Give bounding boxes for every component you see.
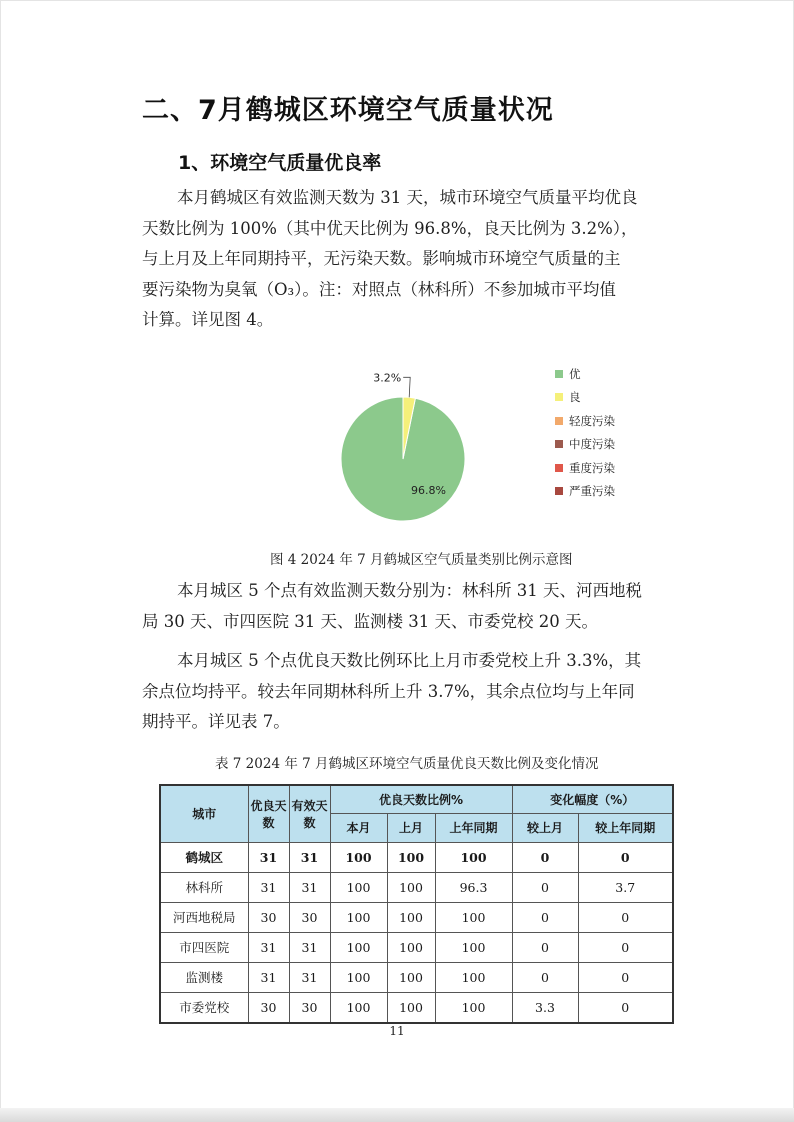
legend-item	[555, 456, 615, 480]
legend-label: 轻度污染	[569, 413, 615, 428]
table-cell: 30	[248, 992, 289, 1023]
header-city: 城市	[160, 785, 248, 842]
table-cell: 0	[512, 932, 578, 962]
table-cell: 100	[435, 962, 512, 992]
table-cell: 市四医院	[160, 932, 248, 962]
legend-swatch	[555, 487, 563, 495]
paragraph-summary	[142, 183, 682, 336]
legend-swatch	[555, 393, 563, 401]
header-vs-last-year: 较上年同期	[578, 813, 673, 842]
table-cell: 0	[512, 962, 578, 992]
subsection-title: 1、环境空气质量优良率	[178, 152, 382, 174]
table-cell: 100	[387, 872, 435, 902]
table-cell: 100	[330, 992, 387, 1023]
table-cell: 31	[289, 932, 330, 962]
legend-item	[555, 480, 615, 504]
header-valid-days: 有效天数	[289, 785, 330, 842]
header-good-days: 优良天数	[248, 785, 289, 842]
paragraph-line: 本月鹤城区有效监测天数为 31 天，城市环境空气质量平均优良	[177, 188, 638, 207]
paragraph-line: 天数比例为 100%（其中优天比例为 96.8%，良天比例为 3.2%），	[142, 218, 638, 238]
table-cell: 100	[387, 992, 435, 1023]
table-cell: 0	[512, 902, 578, 932]
paragraph-line: 余点位均持平。较去年同期林科所上升 3.7%，其余点位均与上年同	[142, 681, 635, 701]
table-row	[160, 872, 673, 902]
paragraph-line: 本月城区 5 个点优良天数比例环比上月市委党校上升 3.3%，其	[177, 651, 642, 670]
table-cell: 3.3	[512, 992, 578, 1023]
table-cell: 100	[387, 962, 435, 992]
legend-item	[555, 362, 615, 386]
pie-data-label: 96.8%	[411, 484, 446, 497]
paragraph-monitoring-days	[142, 576, 682, 637]
paragraph-line: 本月城区 5 个点有效监测天数分别为：林科所 31 天、河西地税	[177, 581, 642, 600]
table-cell: 100	[387, 842, 435, 872]
legend-item	[555, 386, 615, 410]
paragraph-line: 计算。详见图 4。	[142, 310, 274, 329]
header-vs-last-month: 较上月	[512, 813, 578, 842]
legend-label: 中度污染	[569, 437, 615, 452]
table-cell: 100	[435, 992, 512, 1023]
header-this-month: 本月	[330, 813, 387, 842]
legend-label: 重度污染	[569, 460, 615, 475]
chart-legend	[555, 362, 615, 503]
table-cell: 监测楼	[160, 962, 248, 992]
table-row	[160, 902, 673, 932]
table-cell: 0	[578, 962, 673, 992]
table-cell: 31	[289, 872, 330, 902]
legend-swatch	[555, 464, 563, 472]
table-cell: 市委党校	[160, 992, 248, 1023]
table-cell: 100	[330, 842, 387, 872]
page-number: 11	[389, 1024, 405, 1038]
table-cell: 100	[387, 932, 435, 962]
table-cell: 96.3	[435, 872, 512, 902]
table-cell: 100	[330, 902, 387, 932]
paragraph-line: 期持平。详见表 7。	[142, 712, 290, 731]
table-cell: 100	[330, 962, 387, 992]
table-cell: 鹤城区	[160, 842, 248, 872]
table-cell: 100	[330, 932, 387, 962]
table-caption: 表 7 2024 年 7 月鹤城区环境空气质量优良天数比例及变化情况	[215, 756, 599, 772]
table-row	[160, 842, 673, 872]
pie-data-label: 3.2%	[373, 371, 402, 385]
table-cell: 31	[289, 842, 330, 872]
header-change-group: 变化幅度（%）	[512, 785, 673, 813]
table-cell: 31	[248, 962, 289, 992]
table-cell: 30	[289, 992, 330, 1023]
table-cell: 0	[512, 872, 578, 902]
table-cell: 31	[289, 962, 330, 992]
table-cell: 30	[289, 902, 330, 932]
air-quality-pie-chart	[330, 360, 530, 530]
table-cell: 河西地税局	[160, 902, 248, 932]
figure-caption: 图 4 2024 年 7 月鹤城区空气质量类别比例示意图	[270, 552, 573, 568]
section-title: 二、7月鹤城区环境空气质量状况	[142, 95, 554, 126]
table-cell: 31	[248, 842, 289, 872]
table-cell: 0	[578, 992, 673, 1023]
legend-label: 优	[569, 366, 581, 381]
paragraph-line: 与上月及上年同期持平，无污染天数。影响城市环境空气质量的主	[142, 249, 621, 268]
table-cell: 0	[512, 842, 578, 872]
table-cell: 0	[578, 842, 673, 872]
table-cell: 0	[578, 902, 673, 932]
table-cell: 31	[248, 932, 289, 962]
table-cell: 100	[435, 842, 512, 872]
table-cell: 3.7	[578, 872, 673, 902]
paragraph-line: 局 30 天、市四医院 31 天、监测楼 31 天、市委党校 20 天。	[142, 611, 598, 631]
table-cell: 0	[578, 932, 673, 962]
table-cell: 100	[330, 872, 387, 902]
legend-swatch	[555, 370, 563, 378]
paragraph-line: 要污染物为臭氧（O₃）。注：对照点（林科所）不参加城市平均值	[142, 279, 616, 299]
air-quality-table	[159, 784, 674, 1024]
legend-item	[555, 433, 615, 457]
table-cell: 31	[248, 872, 289, 902]
legend-label: 良	[569, 390, 581, 405]
legend-swatch	[555, 417, 563, 425]
table-cell: 100	[435, 902, 512, 932]
scan-bottom-edge	[0, 1108, 794, 1122]
table-cell: 100	[435, 932, 512, 962]
table-cell: 30	[248, 902, 289, 932]
table-cell: 林科所	[160, 872, 248, 902]
table-cell: 100	[387, 902, 435, 932]
table-row	[160, 962, 673, 992]
table-row	[160, 932, 673, 962]
pie-leader-line	[403, 377, 410, 397]
header-last-month: 上月	[387, 813, 435, 842]
legend-label: 严重污染	[569, 484, 615, 499]
header-last-year: 上年同期	[435, 813, 512, 842]
header-ratio-group: 优良天数比例%	[330, 785, 512, 813]
table-row	[160, 992, 673, 1023]
legend-swatch	[555, 440, 563, 448]
paragraph-changes	[142, 646, 682, 738]
legend-item	[555, 409, 615, 433]
